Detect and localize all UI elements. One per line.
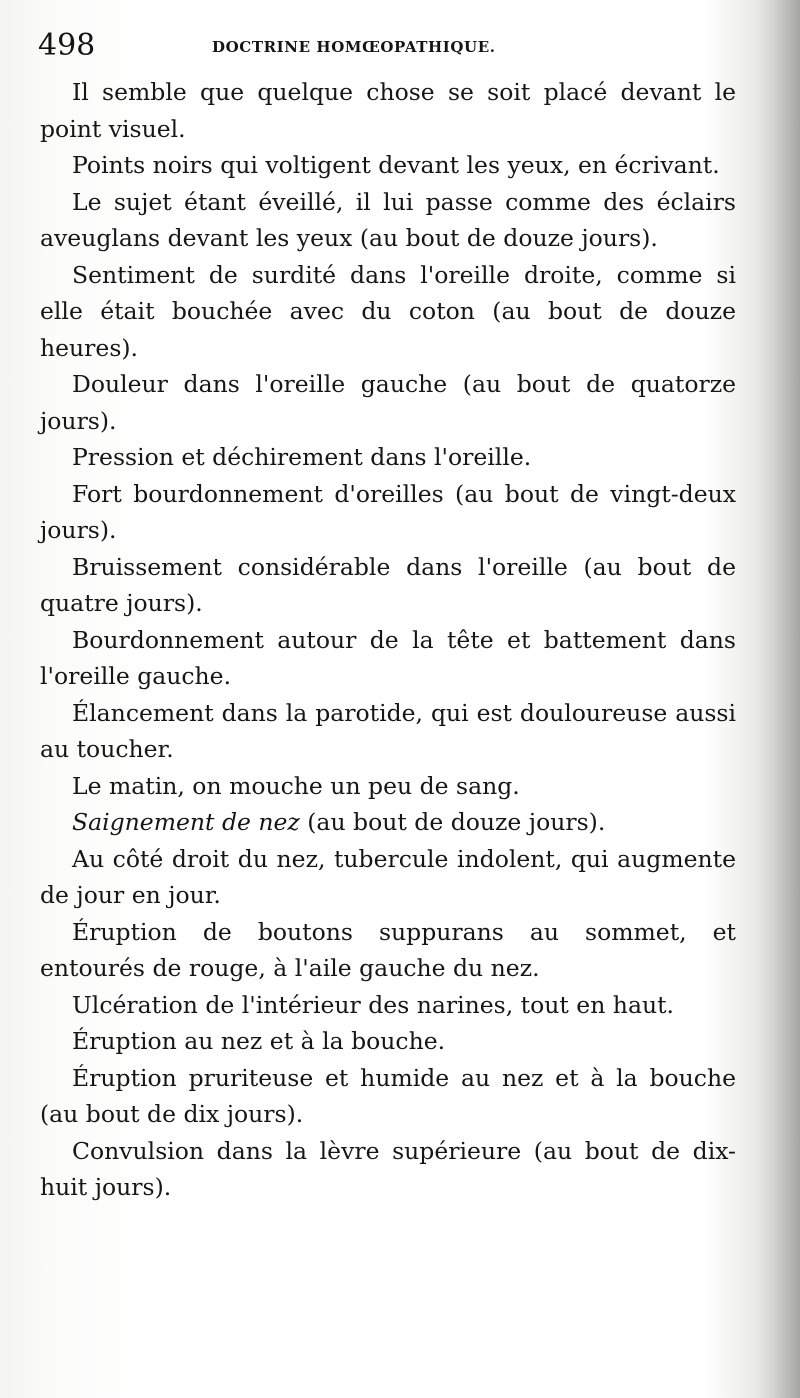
symptom-entry: Éruption au nez et à la bouche. [72,1027,446,1055]
running-head: DOCTRINE HOMŒOPATHIQUE. [212,38,496,56]
symptom-entry: Points noirs qui voltigent devant les yeux, en écrivant. [72,151,720,179]
italic-term: Saignement de nez [72,808,300,836]
symptom-entry: Convulsion dans la lèvre supérieure (au bout de dix-huit jours). [40,1136,736,1201]
symptom-entry: Saignement de nez (au bout de douze jours). [72,808,606,836]
symptom-list [40,74,736,1206]
symptom-entry: Il semble que quelque chose se soit placé devant le point visuel. [40,78,736,143]
symptom-entry: Élancement dans la parotide, qui est douloureuse aussi au toucher. [40,698,736,763]
symptom-entry: Bourdonnement autour de la tête et battement dans l'oreille gauche. [40,625,736,690]
symptom-entry: Éruption pruriteuse et humide au nez et à la bouche (au bout de dix jours). [40,1063,736,1128]
symptom-entry: Sentiment de surdité dans l'oreille droite, comme si elle était bouchée avec du coton (au bout de douze heures). [40,260,736,362]
page-number: 498 [38,28,96,63]
symptom-entry: Le sujet étant éveillé, il lui passe comme des éclairs aveuglans devant les yeux (au bout de douze jours). [40,187,736,252]
symptom-entry: Le matin, on mouche un peu de sang. [72,771,520,800]
symptom-entry: Bruissement considérable dans l'oreille (au bout de quatre jours). [40,552,736,617]
symptom-entry: Douleur dans l'oreille gauche (au bout de quatorze jours). [40,370,736,435]
page-header [38,26,738,72]
symptom-entry: Fort bourdonnement d'oreilles (au bout de vingt-deux jours). [40,479,736,544]
symptom-entry: Ulcération de l'intérieur des narines, tout en haut. [72,990,675,1019]
symptom-entry: Au côté droit du nez, tubercule indolent, qui augmente de jour en jour. [40,844,736,909]
symptom-entry: Éruption de boutons suppurans au sommet, et entourés de rouge, à l'aile gauche du nez. [40,917,736,982]
binding-shadow [752,0,800,1398]
symptom-entry: Pression et déchirement dans l'oreille. [72,443,532,471]
